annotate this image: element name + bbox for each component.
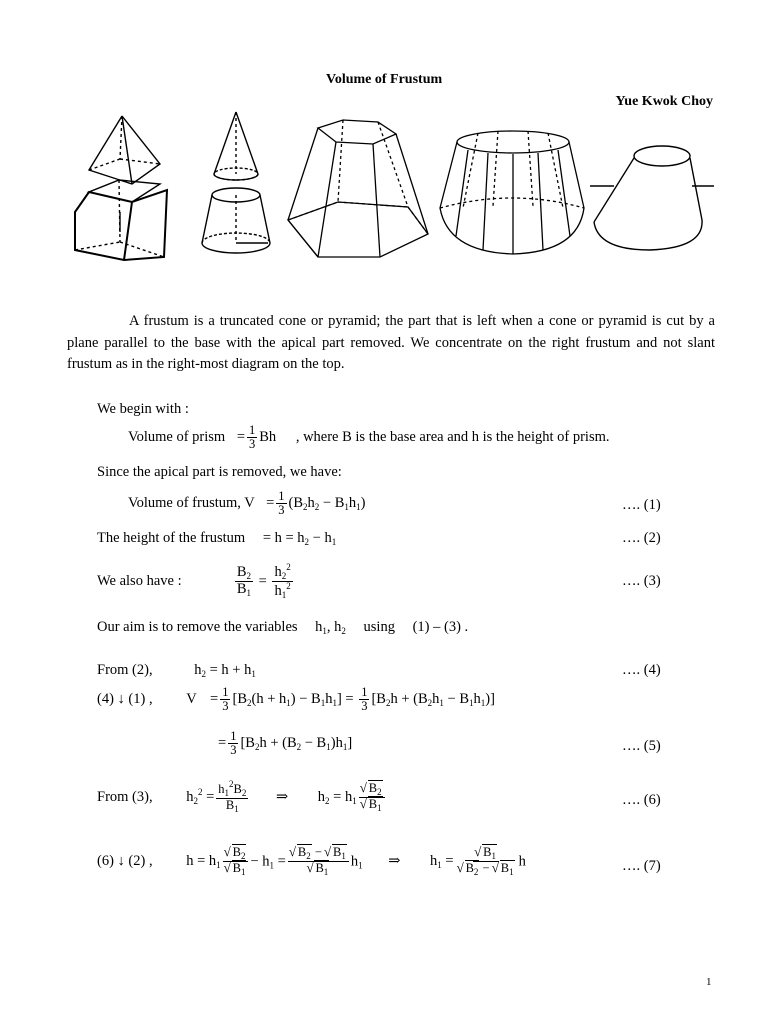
- aim-line: Our aim is to remove the variables $h_1$, $h_2$ using (1) – (3) .: [97, 619, 469, 636]
- eq5-line: = $\frac{1}{3}$ $[B_2h + (B_2 - B_1)h_1]$: [218, 729, 353, 758]
- hexagonal-frustum-figure: [278, 112, 438, 262]
- pyramid-frustum-figure: [72, 112, 172, 262]
- aim-prefix: Our aim is to remove the variables: [97, 619, 298, 635]
- sub41-line: (4) ↓ (1) , V = $\frac{1}{3}$ $[B_2(h + h_1) - B_1h_1]$ = $\frac{1}{3}$ $[B_2h + (B_2h_1 - B_1h_1)]$: [97, 685, 495, 714]
- from2-label: From (2),: [97, 662, 153, 678]
- eq-number-6: …. (6): [622, 792, 661, 808]
- frustum-label: Volume of frustum, V: [128, 494, 255, 511]
- prism-note: , where B is the base area and h is the height of prism.: [295, 428, 610, 445]
- eq-number-5: …. (5): [622, 738, 661, 754]
- also-have-label: We also have :: [97, 573, 182, 590]
- one-third-fraction: $\frac{1}{3}$: [249, 423, 256, 452]
- from3-line: From (3), $h_2^2$ = $\frac{h_1^2B_2}{B_1}$ ⇒ $h_2 = h_1$ √ $B_2$ √ $B_1$: [97, 780, 387, 815]
- page-number: 1: [706, 976, 712, 988]
- from3-label: From (3),: [97, 788, 153, 805]
- eq-number-3: …. (3): [622, 573, 661, 589]
- sub41-label: (4) ↓ (1) ,: [97, 691, 153, 708]
- intro-paragraph: [67, 311, 715, 376]
- aim-using: using: [363, 619, 395, 635]
- eq-number-1: …. (1): [622, 497, 661, 513]
- frustum-volume-line: Volume of frustum, V = $\frac{1}{3}$ $(B_2h_2 - B_1h_1)$: [128, 489, 366, 518]
- sub62-line: (6) ↓ (2) , $h = h_1$ √ $B_2$ √ $B_1$ − $h_1$ = √ $B_2$ − √ $B_1$ √ $B_1$ $h_1$ ⇒ $h_1$ = √ $B_1$ √ $B_2$ − √ $B_1$ h: [97, 846, 526, 878]
- ratio-line: We also have : $\frac{B_2}{B_1}$ = $\frac{h_2^2}{h_1^2}$: [97, 562, 291, 601]
- eq-number-4: …. (4): [622, 662, 661, 678]
- cone-frustum-figure: [196, 110, 276, 260]
- slant-frustum-figure: [590, 140, 720, 260]
- aim-refs: (1) – (3) .: [412, 619, 469, 635]
- from2-line: From (2), $h_2 = h + h_1$: [97, 662, 256, 679]
- prism-label: Volume of prism: [128, 428, 226, 445]
- since-line: Since the apical part is removed, we have:: [97, 464, 342, 480]
- intro-text: A frustum is a truncated cone or pyramid; the part that is left when a cone or pyramid is cut by a plane parallel to the base with the apical part removed. We concentrate on the right frustum and not slant frustum as in the right-most diagram on the top.: [67, 313, 715, 372]
- page-title: Volume of Frustum: [326, 72, 443, 87]
- eq-number-2: …. (2): [622, 530, 661, 546]
- author-name: Yue Kwok Choy: [615, 94, 713, 109]
- height-label: The height of the frustum: [97, 530, 246, 546]
- sub62-label: (6) ↓ (2) ,: [97, 853, 153, 870]
- height-line: The height of the frustum = $h = h_2 - h_1$: [97, 530, 337, 547]
- eq-number-7: …. (7): [622, 858, 661, 874]
- polygonal-frustum-figure: [438, 128, 588, 258]
- begin-line: We begin with :: [97, 401, 189, 417]
- prism-volume-line: Volume of prism = $\frac{1}{3}$ Bh , where B is the base area and h is the height of prism.: [128, 423, 610, 452]
